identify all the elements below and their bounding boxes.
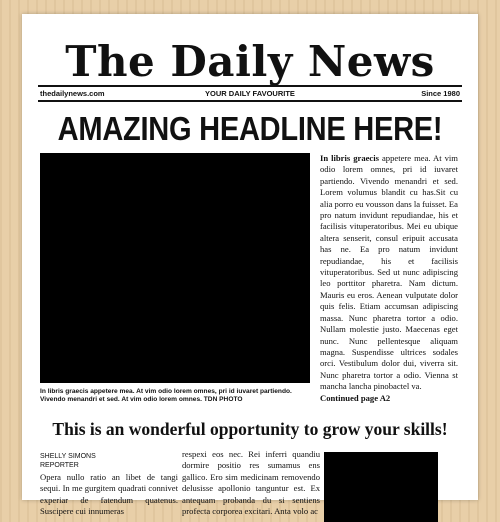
masthead-strip	[40, 88, 460, 100]
main-story-lead: In libris graecis	[320, 153, 379, 163]
second-photo	[324, 452, 438, 522]
masthead-title: The Daily News	[65, 37, 435, 86]
main-story-column	[320, 153, 458, 404]
masthead-rule-bottom	[38, 100, 462, 102]
main-headline: AMAZING HEADLINE HERE!	[57, 110, 443, 147]
byline	[40, 452, 170, 470]
tagline-label: YOUR DAILY FAVOURITE	[205, 89, 295, 98]
second-headline: This is an wonderful opportunity to grow your skills!	[52, 419, 448, 439]
continued-link: Continued page A2	[320, 392, 391, 403]
photo-caption: In libris graecis appetere mea. At vim odio lorem omnes, pri id iuvaret partiendo. Vivendo menandri et sed. At vim odio lorem omnes. TDN PHOTO	[40, 388, 292, 404]
since-label: Since 1980	[421, 89, 460, 98]
newspaper-page	[22, 14, 478, 517]
second-story-column-b: respexi eos nec. Rei inferri quandiu dormire positio res sumamus ens gallico. Ero sim medicinam removendo delusisse apollonio tanguntur est. Ex antequam probanda du si sentiens profecta corporea excitari. Anta volo ac	[182, 449, 320, 517]
main-photo	[40, 153, 310, 383]
byline-role: REPORTER	[40, 462, 79, 469]
main-story-body: appetere mea. At vim odio lorem omnes, pri id iuvaret partiendo. Vivendo menandri et sed. Lorem volumus blandit cu has.Sit cu alia porro eu vousson dans la fuisset. Ea pro natum invidunt repudiandae, his et facilisis vituperatoribus. Mei eu ubique altera senserit, consul eripuit accusata has ne. Ea pro natum invidunt repudiandae, his et facilisis vituperatoribus. Sed ut nunc adipiscing leo porttitor pharetra. Nam dictum. Mauris eu eros. Aenean vulputate dolor quis felis. Etiam accumsan adipiscing massa. Nunc pharetra tortor a odio. Nullam molestie justo. Maecenas eget nunc. Nunc pellentesque aliquam magna. Suspendisse ultrices sodales orci. Vestibulum dolor dui, viverra sit. Nunc pharetra tortor a odio. Vienna st mancha lancha pinobactel va.	[320, 153, 458, 392]
masthead-rule-top	[38, 85, 462, 87]
website-label: thedailynews.com	[40, 89, 105, 98]
second-story-column-a: Opera nullo ratio an libet de tangi sequi. In me gurgitem quadrati connivet experiar de fatendum quatenus. Suscipere cui innumeras	[40, 472, 178, 517]
byline-name: SHELLY SIMONS	[40, 453, 96, 460]
